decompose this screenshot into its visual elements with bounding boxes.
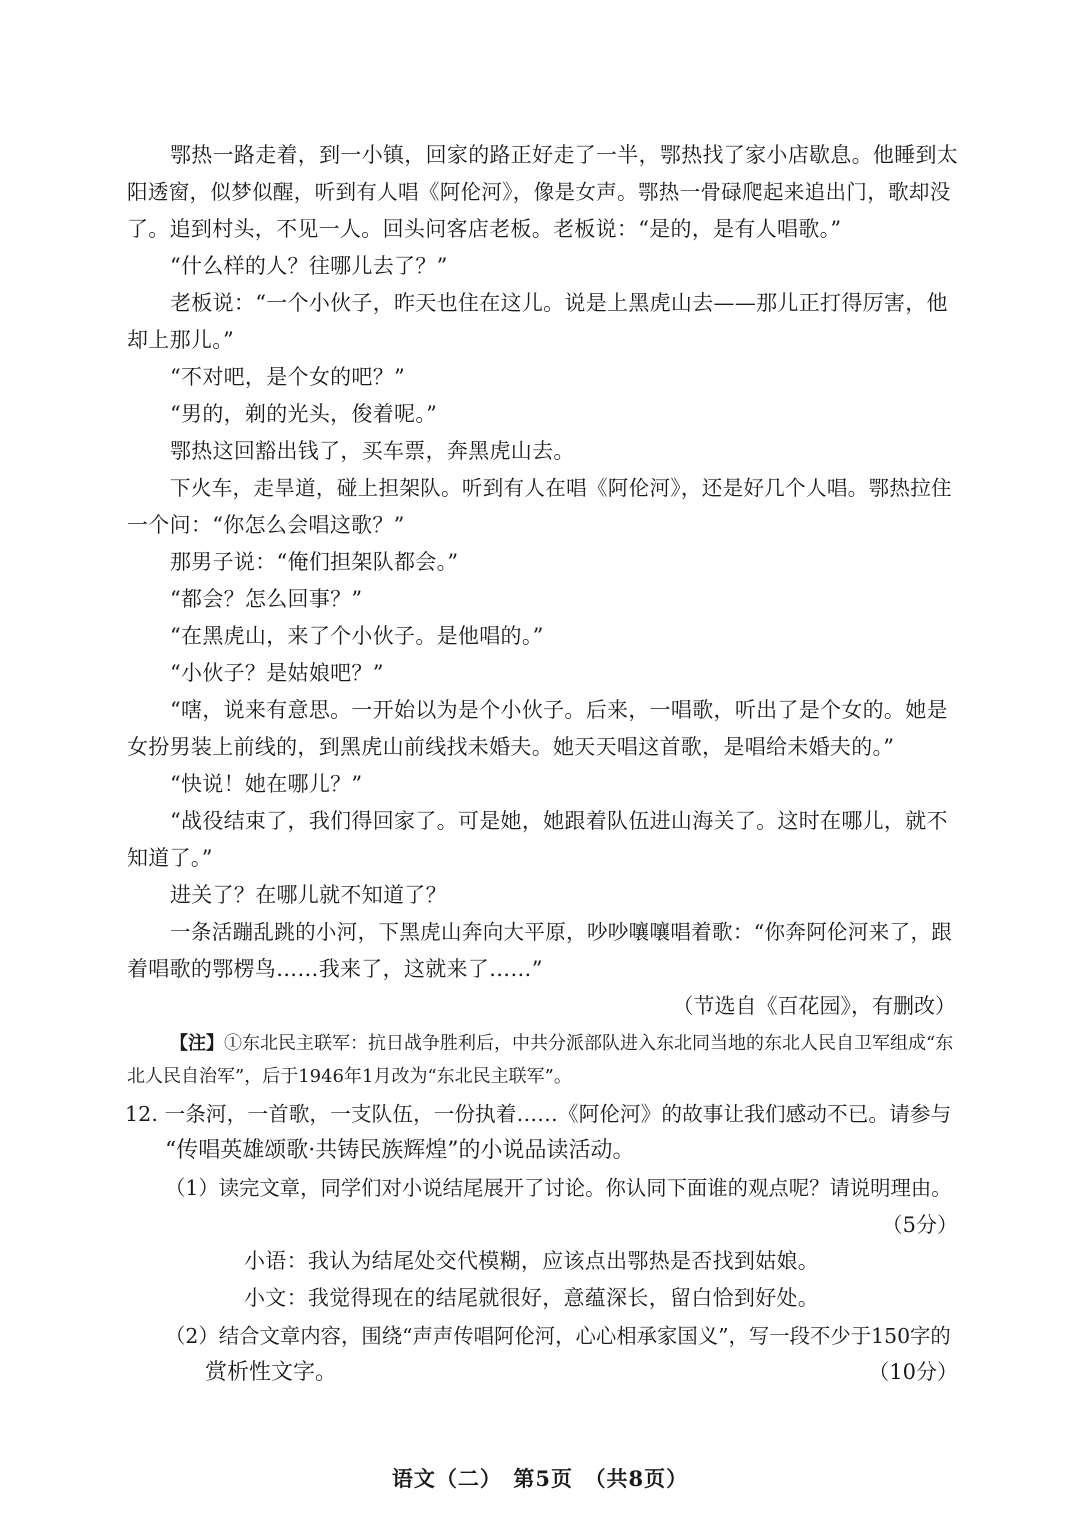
- passage-line: 女扮男装上前线的，到黑虎山前线找未婚夫。她天天唱这首歌，是唱给未婚夫的。”: [127, 735, 895, 759]
- passage-line: 了。追到村头，不见一人。回头问客店老板。老板说：“是的，是有人唱歌。”: [127, 217, 842, 241]
- passage-line: 下火车，走旱道，碰上担架队。听到有人在唱《阿伦河》，还是好几个人唱。鄂热拉住: [170, 476, 952, 500]
- passage-line: “小伙子？是姑娘吧？”: [170, 661, 384, 685]
- question-line: “传唱英雄颂歌·共铸民族辉煌”的小说品读活动。: [165, 1138, 635, 1163]
- passage-line: 却上那儿。”: [127, 328, 235, 352]
- passage-line: “快说！她在哪儿？”: [170, 772, 363, 796]
- passage-line: “战役结束了，我们得回家了。可是她，她跟着队伍进山海关了。这时在哪儿，就不: [170, 809, 948, 833]
- sub-question-1-score: （5分）: [881, 1213, 958, 1237]
- passage-line: “不对吧，是个女的吧？”: [170, 365, 406, 389]
- question-line: 12. 一条河，一首歌，一支队伍，一份执着……《阿伦河》的故事让我们感动不已。请参与: [125, 1102, 952, 1126]
- passage-line: “什么样的人？往哪儿去了？”: [170, 254, 448, 278]
- passage-line: 着唱歌的鄂楞鸟……我来了，这就来了……”: [127, 957, 543, 981]
- passage-line: “都会？怎么回事？”: [170, 587, 363, 611]
- passage-line: 老板说：“一个小伙子，昨天也住在这儿。说是上黑虎山去——那儿正打得厉害，他: [170, 291, 948, 315]
- passage-line: 鄂热这回豁出钱了，买车票，奔黑虎山去。: [170, 439, 575, 463]
- sub-question-2-score: （10分）: [868, 1360, 958, 1384]
- sub-question-2: （2）结合文章内容，围绕“声声传唱阿伦河，心心相承家国义”，写一段不少于150字的: [165, 1324, 951, 1348]
- passage-line: 鄂热一路走着，到一小镇，回家的路正好走了一半，鄂热找了家小店歇息。他睡到太: [170, 143, 959, 167]
- passage-line: 一条活蹦乱跳的小河，下黑虎山奔向大平原，吵吵嚷嚷唱着歌：“你奔阿伦河来了，跟: [170, 920, 953, 944]
- passage-line: “男的，剃的光头，俊着呢。”: [170, 402, 438, 426]
- note-label: 【注】: [170, 1033, 224, 1054]
- sub-question-1: （1）读完文章，同学们对小说结尾展开了讨论。你认同下面谁的观点呢？请说明理由。: [165, 1176, 952, 1200]
- opinion-xiaowen: 小文：我觉得现在的结尾就很好，意蕴深长，留白恰到好处。: [244, 1286, 820, 1310]
- note-text: ①东北民主联军：抗日战争胜利后，中共分派部队进入东北同当地的东北人民自卫军组成“东: [224, 1033, 954, 1054]
- passage-line: 阳透窗，似梦似醒，听到有人唱《阿伦河》，像是女声。鄂热一骨碌爬起来追出门，歌却没: [127, 180, 951, 204]
- passage-line: 一个问：“你怎么会唱这歌？”: [127, 513, 405, 537]
- passage-line: 知道了。”: [127, 846, 213, 870]
- passage-line: 进关了？在哪儿就不知道了？: [170, 883, 447, 907]
- passage-line: 那男子说：“俺们担架队都会。”: [170, 550, 459, 574]
- opinion-xiaoyu: 小语：我认为结尾处交代模糊，应该点出鄂热是否找到姑娘。: [244, 1249, 820, 1273]
- note-line: 北人民自治军”，后于1946年1月改为“东北民主联军”。: [127, 1066, 572, 1087]
- page-footer: 语文（二） 第5页 （共8页）: [391, 1466, 689, 1491]
- passage-line: “在黑虎山，来了个小伙子。是他唱的。”: [170, 624, 544, 648]
- passage-source: （节选自《百花园》，有删改）: [672, 994, 956, 1018]
- note-line: [170, 1031, 953, 1057]
- passage-line: “嗐，说来有意思。一开始以为是个小伙子。后来，一唱歌，听出了是个女的。她是: [170, 698, 948, 722]
- sub-question-2-cont: 赏析性文字。: [205, 1360, 338, 1385]
